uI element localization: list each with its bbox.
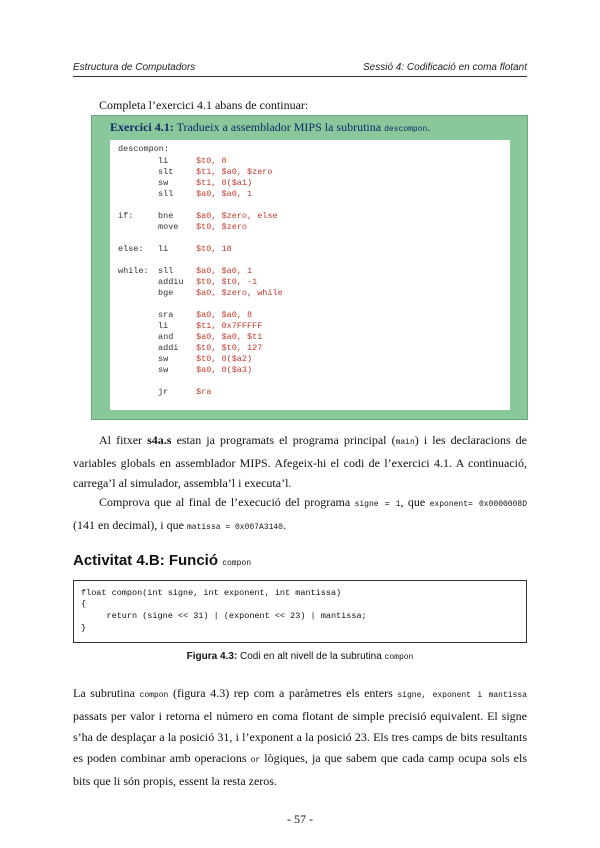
exercise-code-name: descompon bbox=[384, 125, 428, 134]
para3-or: or bbox=[250, 756, 261, 765]
asm-opcode: li bbox=[158, 321, 169, 331]
asm-operands: $t0, $zero bbox=[196, 222, 248, 232]
exercise-text: Tradueix a assemblador MIPS la subrutina bbox=[176, 120, 382, 134]
paragraph-1 bbox=[73, 430, 527, 493]
para3-text-d: lògiques, ja que sabem que cada camp ocupa sols els bits que li són propis, essent la resta zeros. bbox=[73, 751, 528, 788]
asm-operands: $a0, $zero, while bbox=[196, 288, 283, 298]
asm-operands: $a0, $a0, 8 bbox=[196, 310, 253, 320]
asm-opcode: and bbox=[158, 332, 174, 342]
caption-label: Figura 4.3: bbox=[186, 651, 238, 662]
asm-label: if: bbox=[118, 211, 134, 221]
asm-opcode: move bbox=[158, 222, 179, 232]
caption-text: Codi en alt nivell de la subrutina bbox=[240, 651, 382, 662]
asm-label: descompon: bbox=[118, 144, 170, 154]
asm-operands: $t0, 0 bbox=[196, 156, 227, 166]
para2-exponent: exponent= 0x0000008D bbox=[429, 500, 527, 509]
asm-opcode: sw bbox=[158, 365, 169, 375]
para2-text-c: (141 en decimal), i que bbox=[73, 518, 184, 532]
para1-text-a: Al fitxer bbox=[99, 433, 143, 447]
running-header-left: Estructura de Computadors bbox=[73, 62, 196, 73]
para1-main: main bbox=[395, 438, 415, 447]
figure-caption bbox=[0, 651, 600, 662]
para2-mantissa: matissa = 0x007A3140 bbox=[186, 523, 283, 532]
asm-operands: $a0, $a0, $t1 bbox=[196, 332, 263, 342]
section-title bbox=[73, 552, 251, 569]
code-line: return (signe << 31) | (exponent << 23) | mantissa; bbox=[81, 611, 367, 621]
code-line: { bbox=[81, 599, 87, 609]
asm-opcode: addi bbox=[158, 343, 179, 353]
section-title-text: Activitat 4.B: Funció bbox=[73, 552, 219, 569]
exercise-title bbox=[110, 120, 430, 135]
para2-signe: signe = 1 bbox=[354, 500, 401, 509]
asm-operands: $ra bbox=[196, 387, 212, 397]
asm-operands: $a0, 0($a3) bbox=[196, 365, 253, 375]
exercise-end: . bbox=[427, 120, 431, 134]
asm-operands: $t0, 18 bbox=[196, 244, 232, 254]
para3-text-c: passats per valor i retorna el número en coma flotant de simple precisió equivalent. El signe s’ha de desplaçar a la posició 31, i l’exponent a la posició 23. Els tres camps de bits resultants es poden combinar amb operacions bbox=[73, 709, 527, 765]
para1-file: s4a.s bbox=[147, 433, 172, 447]
compon-code-box bbox=[73, 580, 527, 643]
exercise-label: Exercici 4.1: bbox=[110, 120, 174, 134]
section-title-code: compon bbox=[222, 559, 251, 568]
asm-operands: $t1, 0($a1) bbox=[196, 178, 253, 188]
asm-opcode: sra bbox=[158, 310, 174, 320]
asm-operands: $t0, 0($a2) bbox=[196, 354, 253, 364]
asm-operands: $a0, $a0, 1 bbox=[196, 189, 253, 199]
asm-opcode: li bbox=[158, 244, 169, 254]
asm-operands: $a0, $a0, 1 bbox=[196, 266, 253, 276]
asm-operands: $t1, $a0, $zero bbox=[196, 167, 273, 177]
asm-operands: $t0, $t0, 127 bbox=[196, 343, 263, 353]
asm-operands: $t0, $t0, -1 bbox=[196, 277, 258, 287]
asm-label: else: bbox=[118, 244, 144, 254]
asm-label: while: bbox=[118, 266, 149, 276]
intro-text: Completa l’exercici 4.1 abans de continuar: bbox=[99, 98, 309, 112]
asm-opcode: jr bbox=[158, 387, 169, 397]
asm-operands: $t1, 0x7FFFFF bbox=[196, 321, 263, 331]
para3-text-a: La subrutina bbox=[73, 686, 135, 700]
para1-text-c: ) i les declaracions de variables globals en assemblador MIPS. Afegeix-hi el codi de l’exercici 4.1. A continuació, carrega’l al simulador, assembla’l i executa’l. bbox=[73, 433, 528, 490]
paragraph-2 bbox=[73, 492, 527, 538]
paragraph-3 bbox=[73, 683, 527, 792]
asm-code-box bbox=[110, 140, 510, 410]
asm-opcode: sw bbox=[158, 178, 169, 188]
para3-compon: compon bbox=[139, 691, 169, 700]
asm-opcode: sw bbox=[158, 354, 169, 364]
asm-opcode: slt bbox=[158, 167, 174, 177]
asm-opcode: addiu bbox=[158, 277, 184, 287]
running-header-right: Sessió 4: Codificació en coma flotant bbox=[363, 62, 527, 73]
asm-opcode: sll bbox=[158, 266, 174, 276]
asm-opcode: bge bbox=[158, 288, 174, 298]
code-line: } bbox=[81, 623, 87, 633]
asm-opcode: bne bbox=[158, 211, 174, 221]
asm-opcode: sll bbox=[158, 189, 174, 199]
para3-text-b: (figura 4.3) rep com a paràmetres els enters bbox=[172, 686, 393, 700]
page-number: - 57 - bbox=[287, 812, 313, 826]
caption-code: compon bbox=[384, 653, 414, 662]
code-line: float compon(int signe, int exponent, int mantissa) bbox=[81, 588, 342, 598]
para2-text-a: Comprova que al final de l’execució del programa bbox=[99, 495, 351, 509]
para2-text-b: , que bbox=[400, 495, 426, 509]
asm-operands: $a0, $zero, else bbox=[196, 211, 278, 221]
para2-text-d: . bbox=[282, 518, 286, 532]
para3-args: signe, exponent i mantissa bbox=[397, 691, 527, 700]
para1-text-b: estan ja programats el programa principal ( bbox=[176, 433, 396, 447]
header-rule bbox=[73, 76, 527, 77]
asm-opcode: li bbox=[158, 156, 169, 166]
